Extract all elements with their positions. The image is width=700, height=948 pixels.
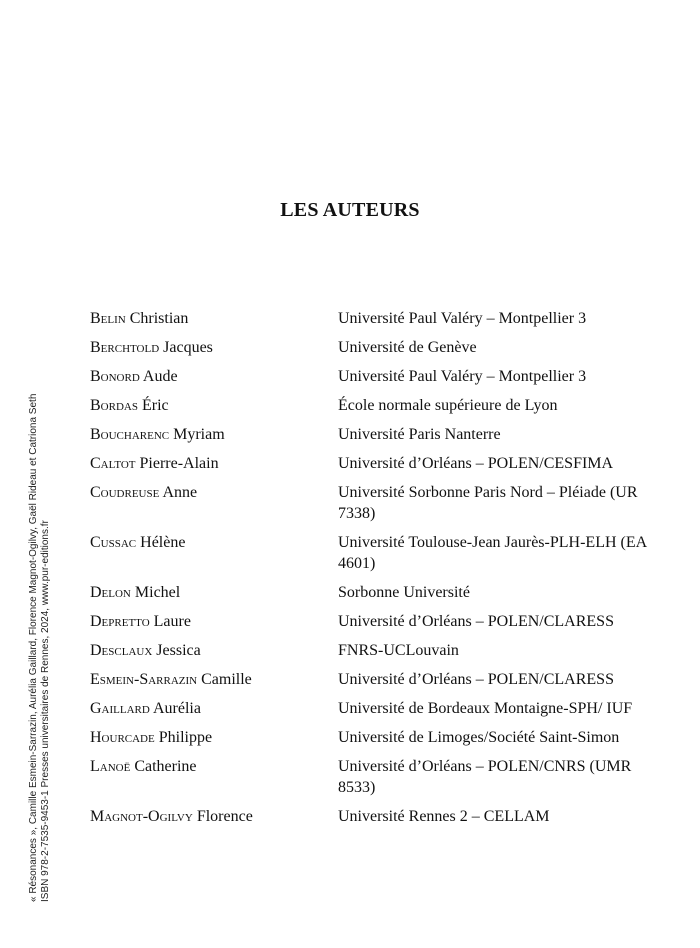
author-affiliation: FNRS-UCLouvain — [338, 642, 459, 659]
author-affiliation: Université de Limoges/Société Saint-Simon — [338, 729, 620, 746]
author-affiliation: École normale supérieure de Lyon — [338, 397, 558, 414]
author-surname: Caltot — [90, 455, 136, 472]
author-surname: Gaillard — [90, 700, 150, 717]
author-name — [90, 532, 338, 553]
author-affiliation: Université de Bordeaux Montaigne-SPH/ IUF — [338, 700, 633, 717]
author-firstname: Jacques — [163, 339, 213, 356]
author-name — [90, 756, 338, 777]
author-firstname: Anne — [162, 484, 198, 501]
author-row — [90, 337, 650, 358]
author-firstname: Laure — [153, 613, 191, 630]
page-title: LES AUTEURS — [280, 199, 420, 221]
author-name — [90, 453, 338, 474]
author-firstname: Catherine — [134, 758, 197, 775]
author-firstname: Michel — [134, 584, 181, 601]
author-name — [90, 366, 338, 387]
author-firstname: Hélène — [140, 534, 186, 551]
author-firstname: Florence — [196, 808, 253, 825]
author-firstname: Christian — [129, 310, 189, 327]
author-name — [90, 806, 338, 827]
side-credit — [28, 393, 51, 902]
author-row — [90, 424, 650, 445]
author-row — [90, 698, 650, 719]
author-firstname: Jessica — [156, 642, 201, 659]
author-surname: Boucharenc — [90, 426, 170, 443]
author-row — [90, 611, 650, 632]
author-firstname: Pierre-Alain — [139, 455, 219, 472]
author-surname: Cussac — [90, 534, 137, 551]
author-firstname: Philippe — [158, 729, 213, 746]
author-surname: Coudreuse — [90, 484, 160, 501]
author-firstname: Camille — [201, 671, 252, 688]
author-row — [90, 532, 650, 574]
author-affiliation: Université de Genève — [338, 339, 477, 356]
author-surname: Bonord — [90, 368, 140, 385]
author-surname: Delon — [90, 584, 131, 601]
side-credit-line-2: ISBN 978-2-7535-9453-1 Presses universitaires de Rennes, 2024, www.pur-editions.fr — [39, 520, 51, 902]
author-row — [90, 806, 650, 827]
author-name — [90, 337, 338, 358]
author-name — [90, 424, 338, 445]
author-row — [90, 395, 650, 416]
author-row — [90, 453, 650, 474]
author-row — [90, 669, 650, 690]
author-row — [90, 640, 650, 661]
author-name — [90, 308, 338, 329]
author-row — [90, 366, 650, 387]
author-affiliation: Université d’Orléans – POLEN/CESFIMA — [338, 455, 614, 472]
side-credit-line-1: « Résonances », Camille Esmein-Sarrazin, Aurélia Gaillard, Florence Magnot-Ogilvy, Gaël Rideau et Catriona Seth — [28, 393, 39, 902]
author-surname: Hourcade — [90, 729, 155, 746]
author-affiliation: Université d’Orléans – POLEN/CNRS (UMR 8533) — [338, 758, 632, 796]
author-name — [90, 611, 338, 632]
author-firstname: Aurélia — [152, 700, 201, 717]
author-firstname: Myriam — [173, 426, 225, 443]
author-surname: Esmein-Sarrazin — [90, 671, 198, 688]
author-name — [90, 395, 338, 416]
author-affiliation: Université Paul Valéry – Montpellier 3 — [338, 368, 587, 385]
author-name — [90, 698, 338, 719]
author-affiliation: Université Toulouse-Jean Jaurès-PLH-ELH (EA 4601) — [338, 534, 647, 572]
author-row — [90, 482, 650, 524]
author-name — [90, 727, 338, 748]
author-surname: Depretto — [90, 613, 150, 630]
author-affiliation: Université Paul Valéry – Montpellier 3 — [338, 310, 587, 327]
author-surname: Lanoë — [90, 758, 131, 775]
author-affiliation: Université d’Orléans – POLEN/CLARESS — [338, 613, 614, 630]
author-affiliation: Université Sorbonne Paris Nord – Pléiade (UR 7338) — [338, 484, 638, 522]
author-list — [90, 308, 650, 835]
author-firstname: Éric — [141, 397, 169, 414]
author-row — [90, 756, 650, 798]
author-name — [90, 582, 338, 603]
author-affiliation: Sorbonne Université — [338, 584, 470, 601]
author-name — [90, 669, 338, 690]
author-surname: Berchtold — [90, 339, 160, 356]
author-surname: Bordas — [90, 397, 138, 414]
author-affiliation: Université d’Orléans – POLEN/CLARESS — [338, 671, 614, 688]
author-surname: Desclaux — [90, 642, 153, 659]
author-affiliation: Université Paris Nanterre — [338, 426, 501, 443]
author-name — [90, 482, 338, 503]
author-firstname: Aude — [142, 368, 178, 385]
author-row — [90, 308, 650, 329]
author-name — [90, 640, 338, 661]
author-surname: Magnot-Ogilvy — [90, 808, 193, 825]
author-row — [90, 582, 650, 603]
author-affiliation: Université Rennes 2 – CELLAM — [338, 808, 550, 825]
author-surname: Belin — [90, 310, 126, 327]
author-row — [90, 727, 650, 748]
